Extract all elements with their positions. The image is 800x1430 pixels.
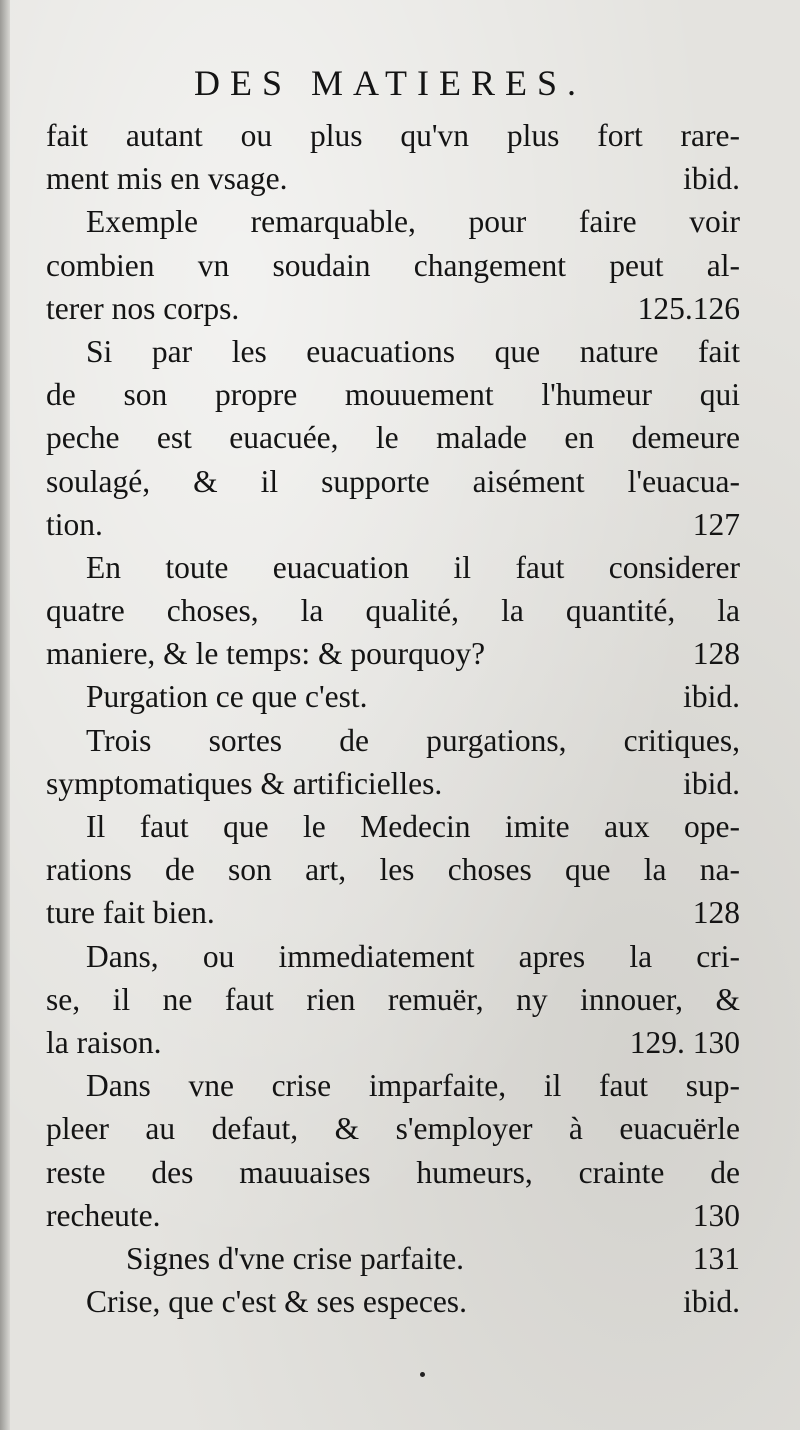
entry-line: [46, 200, 740, 243]
page-reference: 131: [692, 1240, 740, 1276]
entry-line: [46, 287, 740, 330]
entry-line: [46, 503, 740, 546]
index-entry: [46, 675, 740, 718]
entry-line: [46, 848, 740, 891]
entry-line: [46, 891, 740, 934]
entry-text: reste des mauuaises humeurs, crainte de: [46, 1154, 740, 1190]
index-entry: [46, 1237, 740, 1280]
page-reference: 129. 130: [629, 1024, 740, 1060]
entry-line: [46, 416, 740, 459]
page-reference: ibid.: [683, 679, 740, 715]
entry-line: [46, 373, 740, 416]
index-entries: [46, 114, 740, 1323]
entry-text: symptomatiques & artificielles.: [46, 765, 443, 801]
entry-text: recheute.: [46, 1197, 161, 1233]
entry-line: [46, 805, 740, 848]
entry-line: [46, 589, 740, 632]
page-gutter-shadow: [0, 0, 10, 1430]
entry-text: pleer au defaut, & s'employer à euacuërle: [46, 1111, 740, 1147]
entry-text: combien vn soudain changement peut al-: [46, 247, 740, 283]
entry-line: [46, 244, 740, 287]
entry-text: maniere, & le temps: & pourquoy?: [46, 636, 486, 672]
entry-text: Crise, que c'est & ses especes.: [86, 1284, 467, 1320]
page-reference: 128: [692, 895, 740, 931]
entry-line: [46, 1237, 740, 1280]
entry-text: Signes d'vne crise parfaite.: [126, 1240, 465, 1276]
entry-text: ment mis en vsage.: [46, 161, 288, 197]
index-entry: [46, 805, 740, 935]
page-reference: 128: [692, 636, 740, 672]
index-entry: [46, 1280, 740, 1323]
entry-line: [46, 546, 740, 589]
index-entry: [46, 330, 740, 546]
entry-text: ture fait bien.: [46, 895, 215, 931]
entry-line: [46, 935, 740, 978]
entry-text: quatre choses, la qualité, la quantité, la: [46, 593, 740, 629]
index-entry: [46, 1064, 740, 1237]
entry-text: soulagé, & il supporte aisément l'euacua-: [46, 463, 740, 499]
entry-text: Exemple remarquable, pour faire voir: [86, 204, 740, 240]
entry-line: [46, 1107, 740, 1150]
index-entry: [46, 200, 740, 330]
page-reference: 127: [692, 506, 740, 542]
entry-line: [46, 330, 740, 373]
entry-text: rations de son art, les choses que la na-: [46, 852, 740, 888]
entry-text: peche est euacuée, le malade en demeure: [46, 420, 740, 456]
page-reference: ibid.: [683, 765, 740, 801]
ink-speck: [420, 1372, 425, 1377]
entry-line: [46, 762, 740, 805]
entry-text: Dans, ou immediatement apres la cri-: [86, 938, 740, 974]
entry-text: Il faut que le Medecin imite aux ope-: [86, 809, 740, 844]
page-reference: ibid.: [683, 161, 740, 197]
page-reference: 125.126: [637, 290, 740, 326]
index-entry: [46, 935, 740, 1065]
entry-text: Dans vne crise imparfaite, il faut sup-: [86, 1068, 740, 1104]
entry-line: [46, 114, 740, 157]
entry-text: Purgation ce que c'est.: [86, 679, 368, 715]
entry-line: [46, 460, 740, 503]
entry-text: la raison.: [46, 1024, 162, 1060]
entry-line: [46, 1021, 740, 1064]
index-entry: [46, 114, 740, 200]
entry-text: terer nos corps.: [46, 290, 240, 326]
entry-line: [46, 1194, 740, 1237]
running-head: DES MATIERES.: [193, 63, 587, 103]
entry-line: [46, 632, 740, 675]
page-reference: ibid.: [683, 1284, 740, 1320]
index-entry: [46, 546, 740, 676]
entry-line: [46, 978, 740, 1021]
entry-text: fait autant ou plus qu'vn plus fort rare-: [46, 118, 740, 153]
entry-line: [46, 719, 740, 762]
entry-text: de son propre mouuement l'humeur qui: [46, 377, 740, 413]
entry-line: [46, 157, 740, 200]
entry-line: [46, 1280, 740, 1323]
entry-line: [46, 675, 740, 718]
entry-text: En toute euacuation il faut considerer: [86, 549, 740, 585]
page-reference: 130: [692, 1197, 740, 1233]
entry-text: Si par les euacuations que nature fait: [86, 333, 740, 369]
entry-text: tion.: [46, 506, 103, 542]
entry-line: [46, 1064, 740, 1107]
entry-text: se, il ne faut rien remuër, ny innouer, &: [46, 981, 740, 1017]
entry-text: Trois sortes de purgations, critiques,: [86, 722, 740, 758]
entry-line: [46, 1151, 740, 1194]
index-entry: [46, 719, 740, 805]
